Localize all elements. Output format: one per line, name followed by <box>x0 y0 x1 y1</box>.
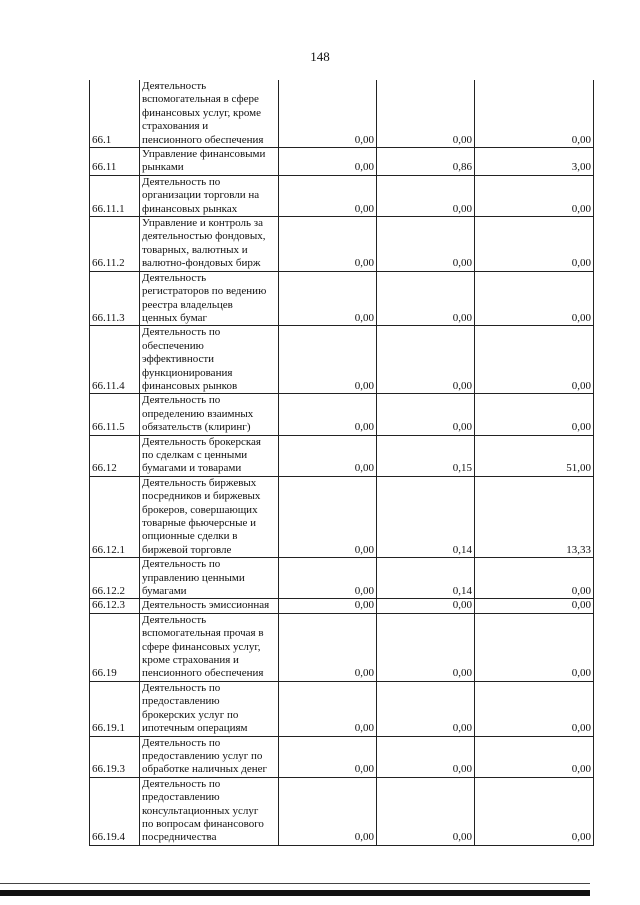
activity-name-text: Управление и контроль за деятельностью фондовых, товарных, валютных и валютно-фондовых бирж <box>142 217 266 270</box>
value-cell-3: 0,00 <box>475 558 594 599</box>
value-cell-1: 0,00 <box>279 80 377 148</box>
activity-name-text: Деятельность вспомогательная в сфере финансовых услуг, кроме страхования и пенсионного обеспечения <box>142 80 264 146</box>
bottom-divider-thick <box>0 890 590 896</box>
value-cell-1: 0,00 <box>279 148 377 176</box>
value-cell-3: 0,00 <box>475 613 594 681</box>
table-row <box>90 613 594 681</box>
activity-name-cell <box>140 736 279 777</box>
okved-code-cell: 66.19.3 <box>90 736 140 777</box>
activity-name-cell <box>140 148 279 176</box>
value-cell-2: 0,00 <box>377 175 475 216</box>
table-row <box>90 326 594 394</box>
activity-name-text: Деятельность по предоставлению брокерских услуг по ипотечным операциям <box>142 681 248 735</box>
activity-name-text: Деятельность регистраторов по ведению реестра владельцев ценных бумаг <box>142 271 267 324</box>
okved-code-cell: 66.11.3 <box>90 271 140 326</box>
okved-code-cell: 66.11 <box>90 148 140 176</box>
okved-code-cell: 66.19.1 <box>90 681 140 736</box>
okved-code-cell: 66.12 <box>90 435 140 476</box>
value-cell-2: 0,00 <box>377 736 475 777</box>
value-cell-1: 0,00 <box>279 271 377 326</box>
activity-name-cell <box>140 271 279 326</box>
table-row <box>90 394 594 435</box>
value-cell-3: 0,00 <box>475 394 594 435</box>
value-cell-3: 0,00 <box>475 736 594 777</box>
table-row <box>90 558 594 599</box>
value-cell-3: 0,00 <box>475 777 594 845</box>
value-cell-2: 0,86 <box>377 148 475 176</box>
value-cell-1: 0,00 <box>279 777 377 845</box>
value-cell-2: 0,00 <box>377 326 475 394</box>
okved-code-cell: 66.11.4 <box>90 326 140 394</box>
okved-code-cell: 66.1 <box>90 80 140 148</box>
table-row <box>90 80 594 148</box>
activity-table <box>89 80 594 846</box>
value-cell-2: 0,00 <box>377 394 475 435</box>
activity-name-text: Деятельность эмиссионная <box>142 599 270 612</box>
okved-code-cell: 66.11.1 <box>90 175 140 216</box>
activity-name-cell <box>140 80 279 148</box>
value-cell-2: 0,14 <box>377 476 475 557</box>
value-cell-1: 0,00 <box>279 326 377 394</box>
table-row <box>90 599 594 613</box>
activity-name-text: Деятельность по определению взаимных обязательств (клиринг) <box>142 394 254 434</box>
activity-name-text: Деятельность брокерская по сделкам с ценными бумагами и товарами <box>142 435 261 475</box>
value-cell-2: 0,00 <box>377 613 475 681</box>
table-row <box>90 217 594 272</box>
table-row <box>90 476 594 557</box>
table-row <box>90 736 594 777</box>
value-cell-3: 0,00 <box>475 217 594 272</box>
okved-code-cell: 66.12.1 <box>90 476 140 557</box>
okved-code-cell: 66.11.2 <box>90 217 140 272</box>
value-cell-2: 0,00 <box>377 80 475 148</box>
activity-name-cell <box>140 777 279 845</box>
value-cell-3: 13,33 <box>475 476 594 557</box>
value-cell-3: 3,00 <box>475 148 594 176</box>
activity-name-text: Деятельность по предоставлению консультационных услуг по вопросам финансового посредничества <box>142 777 264 844</box>
activity-name-cell <box>140 394 279 435</box>
activity-name-text: Деятельность биржевых посредников и биржевых брокеров, совершающих товарные фьючерсные и опционные сделки в биржевой торговле <box>142 476 261 556</box>
okved-code-cell: 66.11.5 <box>90 394 140 435</box>
value-cell-1: 0,00 <box>279 435 377 476</box>
value-cell-3: 0,00 <box>475 681 594 736</box>
value-cell-1: 0,00 <box>279 476 377 557</box>
table-row <box>90 175 594 216</box>
page-number: 148 <box>310 49 330 64</box>
value-cell-1: 0,00 <box>279 736 377 777</box>
value-cell-3: 0,00 <box>475 271 594 326</box>
okved-code-cell: 66.12.2 <box>90 558 140 599</box>
table-row <box>90 681 594 736</box>
value-cell-1: 0,00 <box>279 175 377 216</box>
activity-name-cell <box>140 217 279 272</box>
value-cell-2: 0,00 <box>377 777 475 845</box>
value-cell-2: 0,14 <box>377 558 475 599</box>
activity-name-cell <box>140 558 279 599</box>
value-cell-3: 0,00 <box>475 175 594 216</box>
value-cell-1: 0,00 <box>279 613 377 681</box>
value-cell-1: 0,00 <box>279 558 377 599</box>
activity-name-text: Деятельность вспомогательная прочая в сфере финансовых услуг, кроме страхования и пенсионного обеспечения <box>142 613 264 680</box>
table-row <box>90 777 594 845</box>
activity-name-text: Деятельность по управлению ценными бумагами <box>142 558 245 598</box>
value-cell-1: 0,00 <box>279 681 377 736</box>
activity-name-text: Деятельность по организации торговли на финансовых рынках <box>142 175 260 215</box>
okved-code-cell: 66.12.3 <box>90 599 140 613</box>
value-cell-1: 0,00 <box>279 394 377 435</box>
table-row <box>90 148 594 176</box>
activity-name-cell <box>140 476 279 557</box>
okved-code-cell: 66.19.4 <box>90 777 140 845</box>
value-cell-3: 0,00 <box>475 326 594 394</box>
activity-name-cell <box>140 599 279 613</box>
value-cell-3: 51,00 <box>475 435 594 476</box>
value-cell-1: 0,00 <box>279 599 377 613</box>
value-cell-2: 0,15 <box>377 435 475 476</box>
activity-table-body <box>90 80 594 845</box>
activity-name-text: Управление финансовыми рынками <box>142 148 266 174</box>
activity-name-cell <box>140 613 279 681</box>
activity-name-cell <box>140 435 279 476</box>
activity-name-cell <box>140 681 279 736</box>
okved-code-cell: 66.19 <box>90 613 140 681</box>
activity-name-text: Деятельность по предоставлению услуг по обработке наличных денег <box>142 736 268 776</box>
value-cell-3: 0,00 <box>475 80 594 148</box>
value-cell-1: 0,00 <box>279 217 377 272</box>
activity-name-cell <box>140 175 279 216</box>
value-cell-2: 0,00 <box>377 271 475 326</box>
table-row <box>90 271 594 326</box>
value-cell-3: 0,00 <box>475 599 594 613</box>
table-row <box>90 435 594 476</box>
activity-name-cell <box>140 326 279 394</box>
value-cell-2: 0,00 <box>377 599 475 613</box>
value-cell-2: 0,00 <box>377 681 475 736</box>
bottom-divider-thin <box>0 883 590 884</box>
value-cell-2: 0,00 <box>377 217 475 272</box>
activity-name-text: Деятельность по обеспечению эффективности функционирования финансовых рынков <box>142 326 238 392</box>
